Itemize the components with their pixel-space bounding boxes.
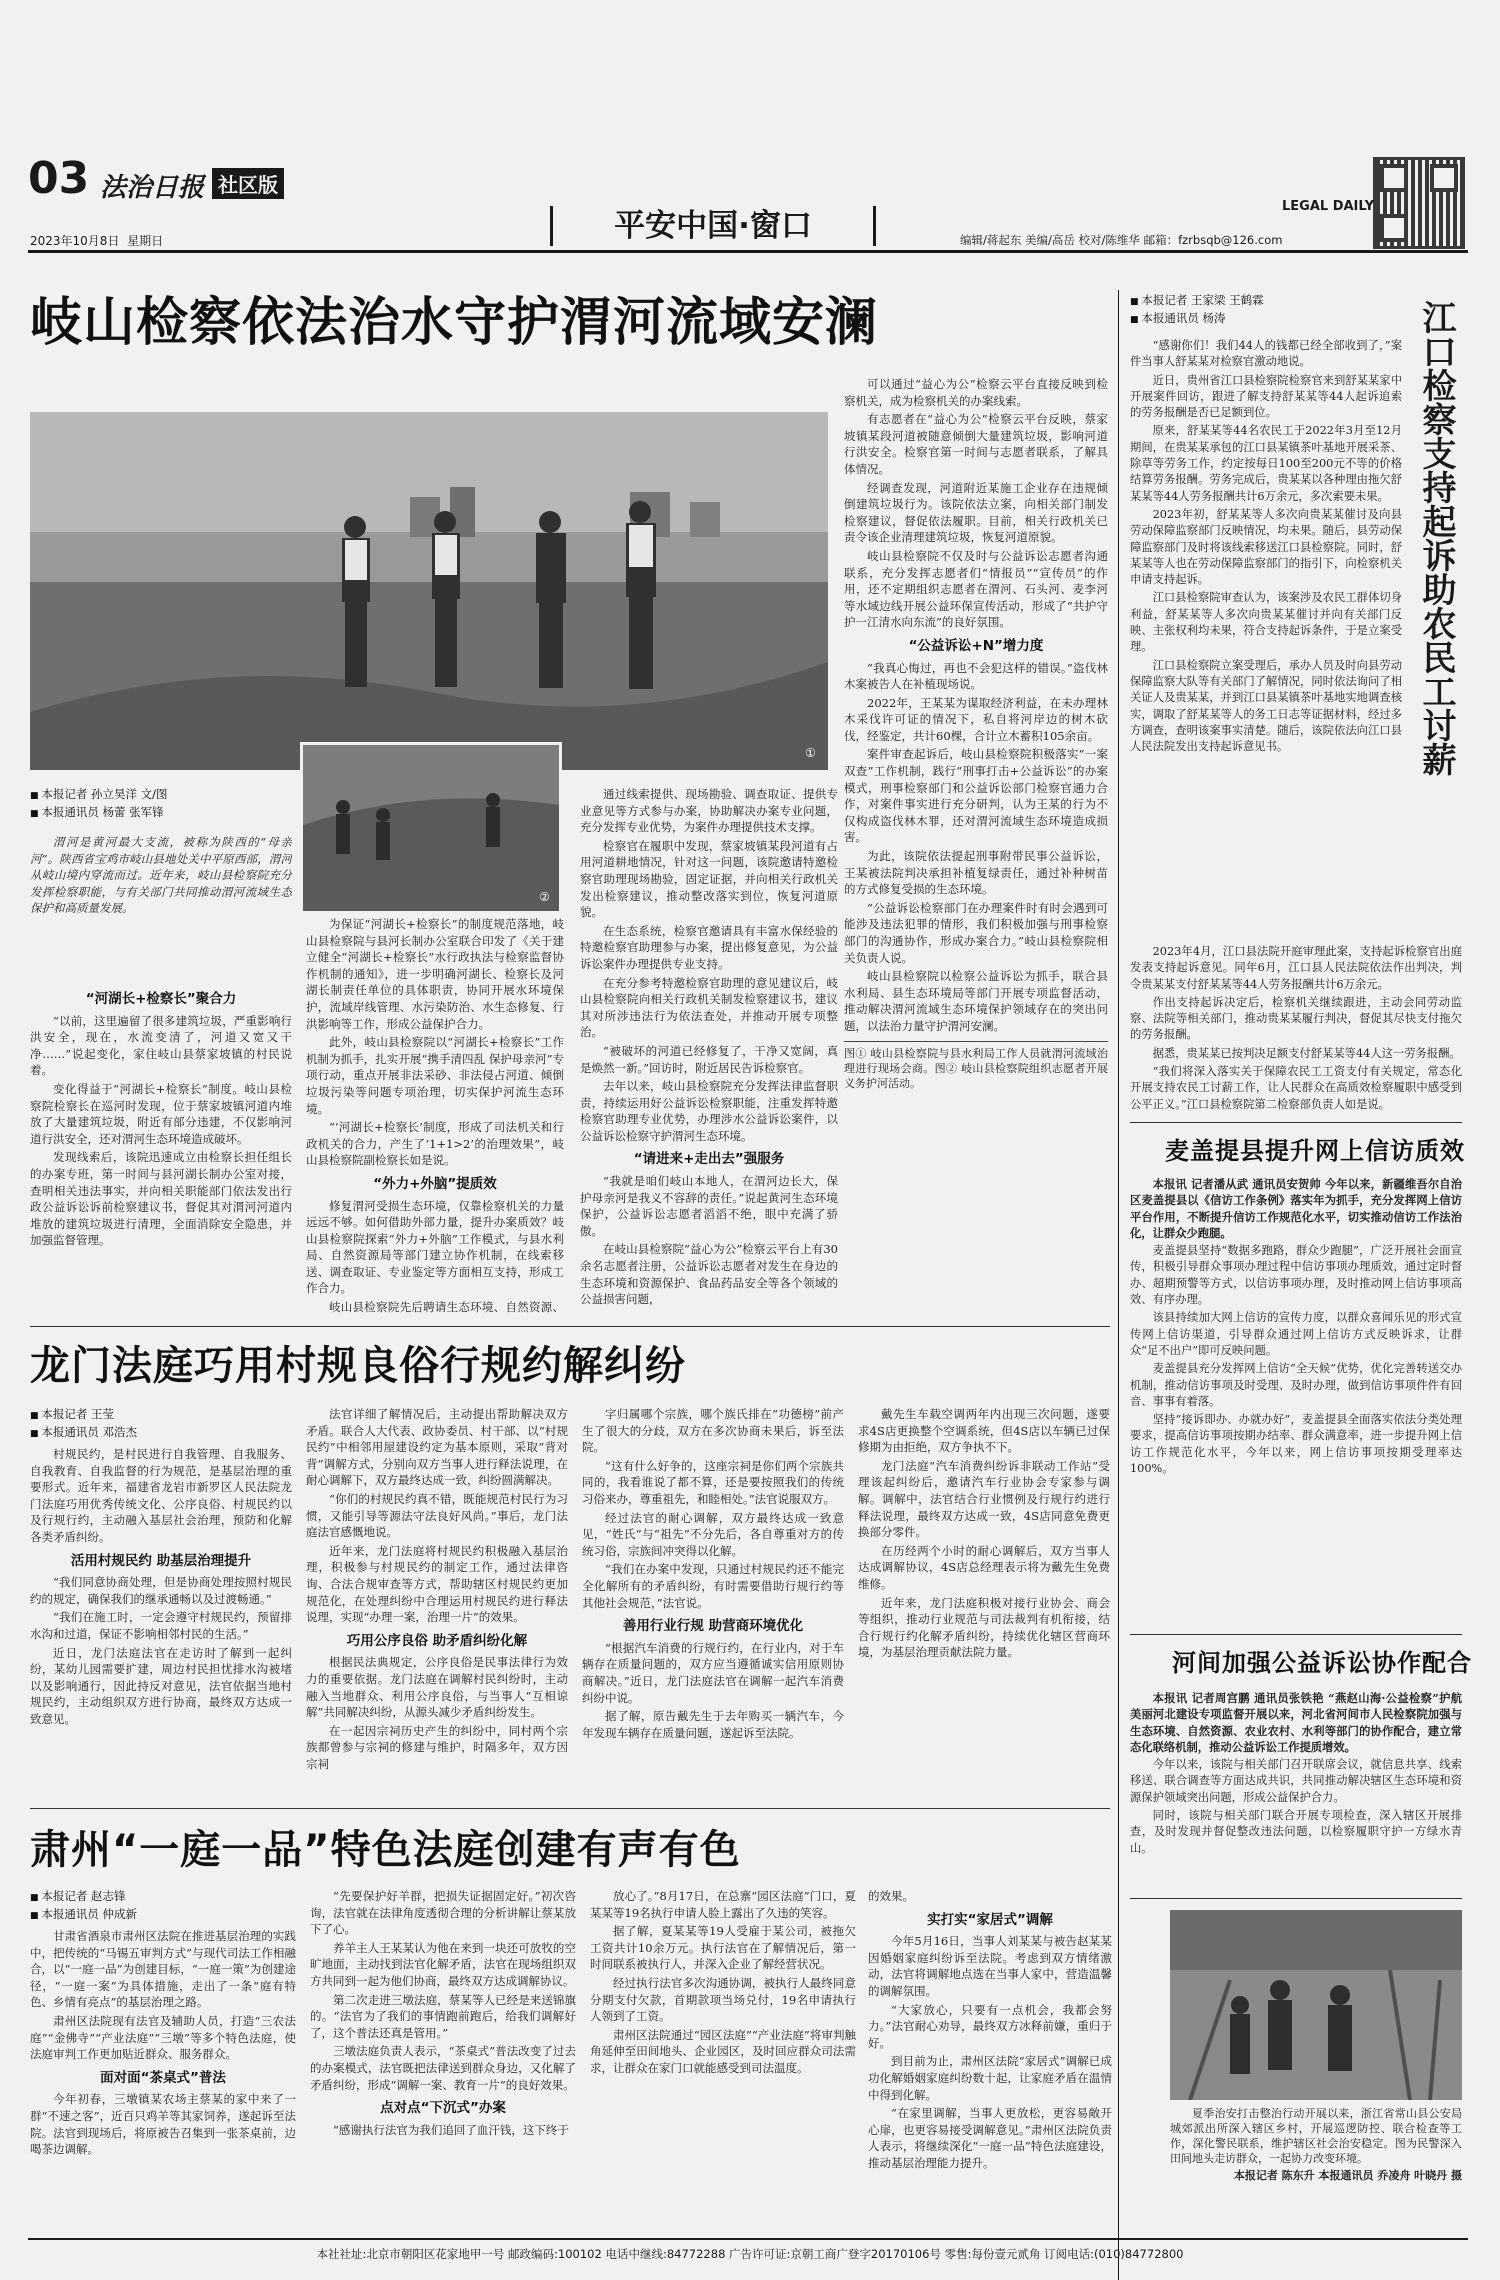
paragraph: 到目前为止，肃州区法院“家居式”调解已成功化解婚姻家庭纠纷数十起，让家庭矛盾在温情中得到化解。 bbox=[868, 2054, 1112, 2102]
article5-byline: 本报讯 记者周宫鹏 通讯员张铁艳 “燕赵山海·公益检察”护航美丽河北建设专项监督开展以来，河北省河间市人民检察院加强与生态环境、自然资源、农业农村、水利等部门的协作配合，建立常态化联络机制，推动公益诉讼工作提质增效。 bbox=[1130, 1691, 1462, 1754]
paragraph: 江口县检察院审查认为，该案涉及农民工群体切身利益，舒某某等人多次向贵某某催讨并向有关部门反映、主张权利均未果，符合支持起诉条件，于是立案受理。 bbox=[1130, 591, 1402, 654]
article1-photo-main bbox=[30, 412, 828, 770]
legal-daily-label: LEGAL DAILY bbox=[1282, 199, 1375, 214]
paper-name: 法治日报 bbox=[100, 173, 205, 203]
article2-correspondent: ■ 本报通讯员 杨涛 bbox=[1130, 310, 1380, 328]
qr-code bbox=[1376, 160, 1462, 246]
paragraph: 经调查发现，河道附近某施工企业存在违规倾倒建筑垃圾行为。该院依法立案，向相关部门制发检察建议，督促依法履职。目前，相关行政机关已责令该企业清理建筑垃圾，恢复河道原貌。 bbox=[844, 480, 1108, 545]
paragraph: 通过线索提供、现场勘验、调查取证、提供专业意见等方式参与办案，协助解决办案专业问题，充分发挥专业优势，为案件办理提供技术支撑。 bbox=[580, 787, 838, 835]
paragraph: 发现线索后，该院迅速成立由检察长担任组长的办案专班，第一时间与县河湖长制办公室对接，查明相关违法事实，并向相关职能部门依法发出行政公益诉讼诉前检察建议书，督促其对渭河河道内堆放的建筑垃圾进行清理，全面消除安全隐患，并加强监督管理。 bbox=[30, 1150, 292, 1248]
article6-col2 bbox=[310, 1888, 576, 2228]
paragraph: “我们在办案中发现，只通过村规民约还不能完全化解所有的矛盾纠纷，有时需要借助行规行约等其他社会规范，”法官说。 bbox=[582, 1562, 844, 1610]
article6-photo-caption bbox=[1170, 2106, 1462, 2224]
paragraph: “我们在施工时，一定会遵守村规民约，预留排水沟和过道，保证不影响相邻村民的生活。” bbox=[30, 1610, 292, 1641]
paragraph: 根据民法典规定，公序良俗是民事法律行为效力的重要依据。龙门法庭在调解村民纠纷时，主动融入当地群众、利用公序良俗，与当事人“互相谅解”共同解决纠纷，从源头减少矛盾纠纷发生。 bbox=[306, 1655, 568, 1720]
date-text: 2023年10月8日 bbox=[30, 234, 120, 248]
paragraph: 今年初春，三墩镇某农场主蔡某的家中来了一群“不速之客”，近百只鸡羊等其家饲养，遂起诉至法院。法官到现场后，将原被告召集到一张茶桌前，边喝茶边调解。 bbox=[30, 2092, 296, 2157]
paragraph: 江口县检察院立案受理后，承办人员及时向县劳动保障监察大队等有关部门了解情况，同时依法询问了相关证人及贵某某，并到江口县某镇茶叶基地实地调查核实，调取了舒某某等人的务工日志等证据材料，经过多方调查，查明该案事实清楚。随后，该院依法向江口县人民法院发出支持起诉意见书。 bbox=[1130, 658, 1402, 754]
article1-col4 bbox=[844, 376, 1108, 1314]
column-title: 平安中国·窗口 bbox=[614, 208, 812, 244]
paragraph: 作出支持起诉决定后，检察机关继续跟进，主动会同劳动监察、法院等相关部门，推动贵某某履行判决，督促其尽快支付拖欠的劳务报酬。 bbox=[1130, 995, 1462, 1042]
article2-body-wide bbox=[1130, 944, 1462, 1114]
issue-date bbox=[30, 232, 163, 249]
paragraph: 法官详细了解情况后，主动提出帮助解决双方矛盾。联合人大代表、政协委员、村干部、以“村规民约”中相邻用屋建设约定为基本原则，采取“背对背”调解方式，分别向双方当事人进行释法说理，在耐心调解下，双方最终达成一致，纠纷圆满解决。 bbox=[306, 1407, 568, 1488]
paragraph: “感谢你们！我们44人的钱都已经全部收到了，”案件当事人舒某某对检察官激动地说。 bbox=[1130, 339, 1402, 369]
paragraph: 今年以来，该院与相关部门召开联席会议，就信息共享、线索移送、联合调查等方面达成共识，共同推动解决辖区生态环境和资源保护领域突出问题，形成公益保护合力。 bbox=[1130, 1758, 1462, 1804]
paragraph: 在历经两个小时的耐心调解后，双方当事人达成调解协议，4S店总经理表示将为戴先生免费维修。 bbox=[858, 1543, 1110, 1591]
article6-reporter: ■ 本报记者 赵志锋 bbox=[30, 1888, 280, 1906]
paragraph: 该县持续加大网上信访的宣传力度，以群众喜闻乐见的形式宣传网上信访渠道，引导群众通过网上信访方式反映诉求，让群众“足不出户”即可反映问题。 bbox=[1130, 1311, 1462, 1357]
paragraph: “大家放心，只要有一点机会，我都会努力。”法官耐心劝导，最终双方冰释前嫌，重归于好。 bbox=[868, 2002, 1112, 2050]
article1-col1 bbox=[30, 984, 292, 1314]
paragraph: 经过法官的耐心调解，双方最终达成一致意见，“姓氏”与“祖先”不分先后，各自尊重对方的传统习俗，宗族间冲突得以化解。 bbox=[582, 1510, 844, 1558]
paragraph: 经过执行法官多次沟通协调，被执行人最终同意分期支付欠款，首期款项当场兑付，19名申请执行人领到了工资。 bbox=[590, 1975, 856, 2024]
article6-heading-1: 面对面“茶桌式”普法 bbox=[100, 2069, 226, 2086]
vertical-divider bbox=[1118, 290, 1119, 2280]
article4-col2 bbox=[306, 1406, 568, 1796]
paragraph: 据了解，夏某某等19人受雇于某公司，被拖欠工资共计10余万元。执行法官在了解情况后，第一时间联系被执行人，并深入企业了解经营状况。 bbox=[590, 1924, 856, 1972]
article2-reporter: ■ 本报记者 王家梁 王鹤霖 bbox=[1130, 292, 1380, 310]
article4-col3 bbox=[582, 1406, 844, 1796]
paragraph: 肃州区法院现有法官及辅助人员，打造“三农法庭”“金佛寺”“产业法庭”“三墩”等多个特色法庭，使法庭审判工作更加贴近群众、服务群众。 bbox=[30, 2013, 296, 2062]
paragraph: “我们同意协商处理，但是协商处理按照村规民约的规定，确保我们的继承通畅以及过渡畅通。” bbox=[30, 1575, 292, 1606]
paragraph: 变化得益于“河湖长+检察长”制度。岐山县检察院检察长在巡河时发现，位于蔡家坡镇河道内堆放了大量建筑垃圾，附近有部分违建，不仅影响河道行洪安全，还对渭河生态环境造成破坏。 bbox=[30, 1081, 292, 1146]
article2-title: 江口检察支持起诉助农民工讨薪 bbox=[1416, 300, 1456, 776]
paragraph: 此外，岐山县检察院以“河湖长+检察长”工作机制为抓手，扎实开展“携手清四乱 保护母亲河”专项行动，重点开展非法采砂、非法侵占河道、倾倒垃圾污染等问题专项治理，切实保护河流生态环境。 bbox=[306, 1035, 564, 1116]
farm-field-scene-icon bbox=[1170, 1910, 1462, 2100]
paragraph: 近年来，龙门法庭将村规民约积极融入基层治理，积极参与村规民约的制定工作，通过法律咨询、合法合规审查等方式，帮助辖区村规民约更加规范化，在处理纠纷中合理运用村规民约进行释法说理，实现“办理一案，治理一片”的效果。 bbox=[306, 1543, 568, 1625]
weekday-text: 星期日 bbox=[127, 234, 164, 248]
article4-reporter: ■ 本报记者 王莹 bbox=[30, 1406, 280, 1424]
paragraph: 戴先生车载空调两年内出现三次问题，遂要求4S店更换整个空调系统，但4S店以车辆已过保修期为由拒绝，双方争执不下。 bbox=[858, 1407, 1110, 1455]
paragraph: 坚持“接诉即办、办就办好”，麦盖提县全面落实依法分类处理要求，提高信访事项按期办结率、群众满意率，进一步提升网上信访工作规范化水平，今年以来，网上信访事项按期受理率达100%。 bbox=[1130, 1413, 1462, 1476]
paragraph: 放心了。”8月17日，在总寨“园区法庭”门口，夏某某等19名执行申请人脸上露出了久违的笑容。 bbox=[590, 1889, 856, 1920]
paragraph: “你们的村规民约真不错，既能规范村民行为习惯，又能引导等源法守法良好风尚。”事后，龙门法庭法官感慨地说。 bbox=[306, 1491, 568, 1540]
paragraph: “我就是咱们岐山本地人，在渭河边长大，保护母亲河是我义不容辞的责任。”说起黄河生态环境保护，公益诉讼志愿者滔滔不绝，眼中充满了骄傲。 bbox=[580, 1174, 838, 1238]
article1-heading-3: “请进来+走出去”强服务 bbox=[633, 1151, 785, 1168]
paragraph: “我真心悔过，再也不会犯这样的错误。”盗伐林木案被告人在补植现场说。 bbox=[844, 660, 1108, 692]
paragraph: 2023年4月，江口县法院开庭审理此案，支持起诉检察官出庭发表支持起诉意见。同年6月，江口县人民法院依法作出判决，判令贵某某支付舒某某等44人劳务报酬共计6万余元。 bbox=[1130, 945, 1462, 991]
paragraph: 近日，贵州省江口县检察院检察官来到舒某某家中开展案件回访，跟进了解支持舒某某等44人起诉追索的劳务报酬是否已足额到位。 bbox=[1130, 373, 1402, 420]
paragraph: 在一起因宗祠历史产生的纠纷中，同村两个宗族都曾参与宗祠的修建与维护，时隔多年，双方因宗祠 bbox=[306, 1723, 568, 1771]
divider-a1 bbox=[30, 1326, 1110, 1327]
paragraph: 岐山县检察院先后聘请生态环境、自然资源、 bbox=[329, 1300, 564, 1314]
paragraph: “被破坏的河道已经修复了，干净又宽阔，真是焕然一新。”回访时，附近居民告诉检察官。 bbox=[580, 1043, 838, 1075]
article1-col3 bbox=[580, 786, 838, 1314]
paragraph: 在生态系统，检察官邀请具有丰富水保经验的特邀检察官助理参与办案，提出修复意见，为公益诉讼案件办理提供专业支持。 bbox=[580, 923, 838, 971]
article1-byline bbox=[30, 786, 280, 822]
paragraph: 为此，该院依法提起刑事附带民事公益诉讼，王某被法院判决承担补植复绿责任，通过补种树苗的方式修复受损的生态环境。 bbox=[844, 849, 1108, 897]
column-title-box bbox=[550, 206, 876, 246]
article6-col3 bbox=[590, 1888, 856, 2228]
article1-reporter: ■ 本报记者 孙立昊洋 文/图 bbox=[30, 786, 280, 804]
article1-correspondent: ■ 本报通讯员 杨蕾 张军锋 bbox=[30, 804, 280, 822]
paragraph: “公益诉讼检察部门在办理案件时有时会遇到可能涉及违法犯罪的情形，我们积极加强与刑事检察部门的沟通协作，形成办案合力。”岐山县检察院相关负责人说。 bbox=[844, 900, 1108, 965]
paragraph: “我们将深入落实关于保障农民工工资支付有关规定，常态化开展支持农民工讨薪工作，让人民群众在高质效检察履职中感受到公平正义。”江口县检察院第二检察部负责人如是说。 bbox=[1130, 1065, 1462, 1111]
paragraph: 养羊主人王某某认为他在来到一块还可放牧的空旷地面，主动找到法官化解矛盾，法官在现场组织双方共同到一起为他们协商，最终双方达成调解协议。 bbox=[310, 1940, 576, 1988]
paragraph: “先要保护好羊群，把损失证据固定好。”初次咨询，法官就在法律角度透彻合理的分析讲解让蔡某放下了心。 bbox=[310, 1889, 576, 1937]
article1-heading-1: “河湖长+检察长”聚合力 bbox=[85, 991, 237, 1007]
paragraph: 今年5月16日，当事人刘某某与被告赵某某因婚姻家庭纠纷诉至法院。考虑到双方情绪激动，法官将调解地点选在当事人家中，营造温馨的调解氛围。 bbox=[868, 1934, 1112, 1998]
paragraph: 近年来，龙门法庭积极对接行业协会、商会等组织，推动行业规范与司法裁判有机衔接，结合行规行约化解矛盾纠纷，持续优化辖区营商环境，为基层治理贡献法院力量。 bbox=[858, 1595, 1110, 1660]
article3-byline: 本报讯 记者潘从武 通讯员安贺帅 今年以来，新疆维吾尔自治区麦盖提县以《信访工作条例》落实年为抓手，充分发挥网上信访平台作用，不断提升信访工作规范化水平，切实推动信访工作法治化，让群众少跑腿。 bbox=[1130, 1177, 1462, 1240]
divider-a3 bbox=[1130, 1634, 1462, 1635]
article6-title: 肃州“一庭一品”特色法庭创建有声有色 bbox=[30, 1827, 741, 1873]
paragraph: 同时，该院与相关部门联合开展专项检查，深入辖区开展排查，及时发现并督促整改违法问题，以检察履职守护一方绿水青山。 bbox=[1130, 1809, 1462, 1855]
article6-col1 bbox=[30, 1928, 296, 2228]
article4-heading-2: 巧用公序良俗 助矛盾纠纷化解 bbox=[346, 1632, 528, 1649]
paragraph: “在家里调解，当事人更放松，更容易敞开心扉，也更容易接受调解意见。”肃州区法院负责人表示，将继续深化“一庭一品”特色法庭建设，推动基层治理能力提升。 bbox=[868, 2106, 1112, 2170]
page-number: 03 bbox=[28, 153, 90, 204]
article4-col1 bbox=[30, 1446, 292, 1796]
paragraph: 村规民约，是村民进行自我管理、自我服务、自我教育、自我监督的行为规范，是基层治理的重要形式。近年来，福建省龙岩市新罗区人民法院龙门法庭巧用优秀传统文化、公序良俗、村规民约以及行规行约，主动融入基层社会治理，预防和化解各类矛盾纠纷。 bbox=[30, 1447, 292, 1544]
article4-heading-1: 活用村规民约 助基层治理提升 bbox=[70, 1552, 252, 1569]
paragraph: 据悉，贵某某已按判决足额支付舒某某等44人这一劳务报酬。 bbox=[1152, 1046, 1461, 1060]
article6-photo bbox=[1170, 1910, 1462, 2100]
paragraph: “根据汽车消费的行规行约，在行业内，对于车辆存在质量问题的，双方应当遵循诚实信用原则协商解决。”近日，龙门法庭法官在调解一起汽车消费纠纷中说。 bbox=[582, 1640, 844, 1705]
footer-rule bbox=[28, 2238, 1468, 2240]
article6-correspondent: ■ 本报通讯员 仲成新 bbox=[30, 1906, 280, 1924]
paragraph: 甘肃省酒泉市肃州区法院在推进基层治理的实践中，把传统的“马锡五审判方式”与现代司法工作相融合，以“一庭一品”为创建目标，“一庭一策”为创建途径，“一庭一案”为具体措施，走出了一条“庭有特色、乡情有亮点”的基层治理之路。 bbox=[30, 1929, 296, 2010]
article1-title: 岐山检察依法治水守护渭河流域安澜 bbox=[30, 293, 879, 353]
paragraph: 去年以来，岐山县检察院充分发挥法律监督职责，持续运用好公益诉讼检察职能，注重发挥特邀检察官助理专业优势，办理涉水公益诉讼案件，以公益诉讼检察守护渭河生态环境。 bbox=[580, 1079, 838, 1143]
article1-heading-4: “公益诉讼+N”增力度 bbox=[908, 637, 1044, 654]
paragraph: 肃州区法院通过“园区法庭”“产业法庭”将审判触角延伸至田间地头、企业园区，及时回应群众司法需求，让群众在家门口就能感受到司法温度。 bbox=[590, 2027, 856, 2075]
article5-body bbox=[1130, 1690, 1462, 1890]
article6-col4 bbox=[868, 1888, 1112, 2228]
article4-correspondent: ■ 本报通讯员 邓浩杰 bbox=[30, 1424, 280, 1442]
article1-heading-2: “外力+外脑”提质效 bbox=[373, 1175, 497, 1192]
article4-byline bbox=[30, 1406, 280, 1442]
paragraph: 三墩法庭负责人表示，“茶桌式”普法改变了过去的办案模式，法官既把法律送到群众身边，又化解了矛盾纠纷，形成“调解一案、教育一片”的良好效果。 bbox=[310, 2044, 576, 2092]
volunteer-scene-icon bbox=[303, 745, 559, 911]
paragraph: 在充分参考特邀检察官助理的意见建议后，岐山县检察院向相关行政机关制发检察建议书，建议其对所涉违法行为依法查处，并推动开展专项整治。 bbox=[580, 975, 838, 1040]
paragraph: 岐山县检察院不仅及时与公益诉讼志愿者沟通联系，充分发挥志愿者们“情报员”“宣传员”的作用，还不定期组织志愿者在渭河、石头河、麦李河等水域边线开展公益环保宣传活动，形成了“共护守护一江清水向东流”的良好氛围。 bbox=[844, 548, 1108, 630]
article6-photo-caption-text: 夏季治安打击整治行动开展以来，浙江省常山县公安局城郊派出所深入辖区乡村，开展巡逻防控、联合检查等工作，深化警民联系，维护辖区社会治安稳定。图为民警深入田间地头走访群众，一起协力改变环境。 bbox=[1170, 2107, 1462, 2165]
article6-heading-3: 实打实“家居式”调解 bbox=[927, 1911, 1053, 1928]
paragraph: 检察官在履职中发现，蔡家坡镇某段河道有占用河道耕地情况，针对这一问题，该院邀请特邀检察官助理现场勘验，固定证据，并向相关行政机关发出检察建议，推动整改落实到位，恢复河道原貌。 bbox=[580, 838, 838, 920]
paragraph: 岐山县检察院以检察公益诉讼为抓手，联合县水利局、县生态环境局等部门开展专项监督活动，推动解决渭河流域生态环境保护领域存在的突出问题，以法治力量守护渭河安澜。 bbox=[844, 969, 1108, 1033]
article3-body bbox=[1130, 1176, 1462, 1606]
masthead-rule bbox=[28, 250, 1468, 253]
footer-text: 本社社址:北京市朝阳区花家地甲一号 邮政编码:100102 电话中继线:84772288 广告许可证:京朝工商广登字20170106号 零售:每份壹元贰角 订阅电话:(010)84772800 bbox=[316, 2247, 1184, 2261]
article3-title: 麦盖提县提升网上信访质效 bbox=[1165, 1137, 1465, 1165]
divider-a4 bbox=[30, 1808, 1110, 1809]
divider-a2 bbox=[1130, 1122, 1462, 1123]
paragraph: 的效果。 bbox=[868, 1889, 914, 1903]
paragraph: 2023年初，舒某某等人多次向贵某某催讨及向县劳动保障监察部门反映情况，均未果。随后，县劳动保障监察部门及时将该线索移送江口县检察院。同时，舒某某等人也在劳动保障监察部门的指引下，向检察机关申请支持起诉。 bbox=[1130, 507, 1402, 587]
article1-lead-text: 渭河是黄河最大支流，被称为陕西的“母亲河”。陕西省宝鸡市岐山县地处关中平原西部，渭河从岐山境内穿流而过。近年来，岐山县检察院充分发挥检察职能，与有关部门共同推动渭河流域生态保护和高质量发展。 bbox=[30, 835, 292, 916]
article2-body bbox=[1130, 338, 1402, 938]
paragraph: 修复渭河受损生态环境，仅靠检察机关的力量远远不够。如何借助外部力量，提升办案质效？岐山县检察院探索“外力+外脑”工作模式，与县水利局、自然资源局等部门建立协作机制，在线索移送、调查取证、专业鉴定等方面相互支持，形成工作合力。 bbox=[306, 1198, 564, 1296]
paragraph: 2022年，王某某为谋取经济利益，在未办理林木采伐许可证的情况下，私自将河岸边的树木砍伐，经鉴定，共计60棵，合计立木蓄积105余亩。 bbox=[844, 695, 1108, 743]
article6-heading-2: 点对点“下沉式”办案 bbox=[380, 2100, 506, 2117]
paragraph: 案件审查起诉后，岐山县检察院积极落实“一案双查”工作机制，践行“刑事打击+公益诉讼”的办案模式，刑事检察部门和公益诉讼部门检察官通力合作，对案件事实进行充分研判，认为王某的行为不仅构成盗伐林木罪，还对渭河流域生态环境造成损害。 bbox=[844, 747, 1108, 845]
svg-text:②: ② bbox=[539, 890, 550, 904]
paragraph: 原来，舒某某等44名农民工于2022年3月至12月期间，在贵某某承包的江口县某镇茶叶基地开展采茶、除草等劳务工作，约定按每日100至200元不等的价格结算劳务报酬。劳务完成后，贵某某以各种理由拖欠舒某某等44人劳务报酬共计6万余元，多次索要未果。 bbox=[1130, 424, 1402, 503]
paragraph: 近日，龙门法庭法官在走访时了解到一起纠纷，某幼儿园需要扩建，周边村民担忧排水沟被堵以及影响通行，因此持反对意见，法官依据当地村规民约，主动组织双方进行协商，最终双方达成一致意见。 bbox=[30, 1645, 292, 1726]
paragraph: 据了解，原告戴先生于去年购买一辆汽车，今年发现车辆存在质量问题，遂起诉至法院。 bbox=[582, 1709, 844, 1740]
paragraph: 可以通过“益心为公”检察云平台直接反映到检察机关，成为检察机关的办案线索。 bbox=[844, 377, 1108, 408]
paragraph: “‘河湖长+检察长’制度，形成了司法机关和行政机关的合力，产生了‘1+1>2’的治理效果”，岐山县检察院副检察长如是说。 bbox=[306, 1120, 564, 1168]
paragraph: 麦盖提县坚持“数据多跑路，群众少跑腿”，广泛开展社会面宣传，积极引导群众事项办理过程中信访事项办理质效，通过定时督办、超期预警等方式，以信访事项办理，及时推动网上信访事项高效、有序办理。 bbox=[1130, 1244, 1462, 1307]
paragraph: 为保证“河湖长+检察长”的制度规范落地，岐山县检察院与县河长制办公室联合印发了《关于建立健全“河湖长+检察长”水行政执法与检察监督协作机制的通知》，进一步明确河湖长、检察长及河湖长制责任单位的具体职责，协同开展水环境保护，流域岸线管理、水污染防治、水生态修复、行洪影响等工作，形成公益保护合力。 bbox=[306, 917, 564, 1031]
section-name: 社区版 bbox=[212, 168, 284, 199]
article5-title: 河间加强公益诉讼协作配合 bbox=[1172, 1649, 1472, 1677]
editors-line: 编辑/蒋起东 美编/高岳 校对/陈维华 邮箱：fzrbsqb@126.com bbox=[960, 233, 1283, 247]
article4-col4 bbox=[858, 1406, 1110, 1796]
riverbank-scene-icon bbox=[30, 412, 828, 770]
article6-photo-credit: 本报记者 陈东升 本报通讯员 乔凌舟 叶晓丹 摄 bbox=[1233, 2169, 1462, 2182]
article4-title: 龙门法庭巧用村规良俗行规约解纠纷 bbox=[30, 1343, 686, 1389]
article2-byline bbox=[1130, 292, 1380, 328]
paragraph: “这有什么好争的，这座宗祠是你们两个宗族共同的，我看谁说了都不算，还是要按照我们的传统习俗来办，尊重祖先，和睦相处。”法官说服双方。 bbox=[582, 1458, 844, 1506]
paragraph: 字归属哪个宗族，哪个族氏排在“功德榜”前产生了很大的分歧，双方在多次协商未果后，诉至法院。 bbox=[582, 1407, 844, 1455]
paragraph: 第二次走进三墩法庭，蔡某等人已经是来送锦旗的。“法官为了我们的事情跑前跑后，给我们调解好了，这个普法还真是管用。” bbox=[310, 1992, 576, 2040]
article1-col2 bbox=[306, 916, 564, 1314]
paragraph: 有志愿者在“益心为公”检察云平台反映，蔡家坡镇某段河道被随意倾倒大量建筑垃圾，影响河道行洪安全。检察官第一时间与志愿者联系，了解具体情况。 bbox=[844, 412, 1108, 476]
article1-photo-inset bbox=[300, 742, 562, 914]
article6-byline bbox=[30, 1888, 280, 1924]
article1-lead bbox=[30, 834, 292, 974]
paragraph: 龙门法庭“汽车消费纠纷诉非联动工作站”受理该起纠纷后，邀请汽车行业协会专家参与调解。调解中，法官结合行业惯例及行规行约进行释法说理，最终双方达成一致，4S店同意免费更换部分零件。 bbox=[858, 1458, 1110, 1540]
svg-text:①: ① bbox=[805, 746, 816, 760]
paragraph: 在岐山县检察院“益心为公”检察云平台上有30余名志愿者注册，公益诉讼志愿者对发生在身边的生态环境和资源保护、食品药品安全等各个领域的公益损害问题， bbox=[580, 1242, 838, 1307]
article1-photo-caption: 图① 岐山县检察院与县水利局工作人员就渭河流域治理进行现场会商。图② 岐山县检察院组织志愿者开展义务护河活动。 bbox=[844, 1041, 1108, 1091]
paragraph: “以前，这里遍留了很多建筑垃圾，严重影响行洪安全，现在，水流变清了，河道又宽又干净……”说起变化，家住岐山县蔡家坡镇的村民说着。 bbox=[30, 1013, 292, 1078]
article4-heading-3: 善用行业行规 助营商环境优化 bbox=[622, 1618, 804, 1635]
paragraph: “感谢执行法官为我们追回了血汗钱，这下终于 bbox=[333, 2122, 569, 2137]
divider-a5 bbox=[1130, 1898, 1462, 1899]
paragraph: 麦盖提县充分发挥网上信访“全天候”优势，优化完善转送交办机制，推动信访事项及时受理、及时办理，做到信访事项件件有回音、事事有着落。 bbox=[1130, 1362, 1462, 1408]
